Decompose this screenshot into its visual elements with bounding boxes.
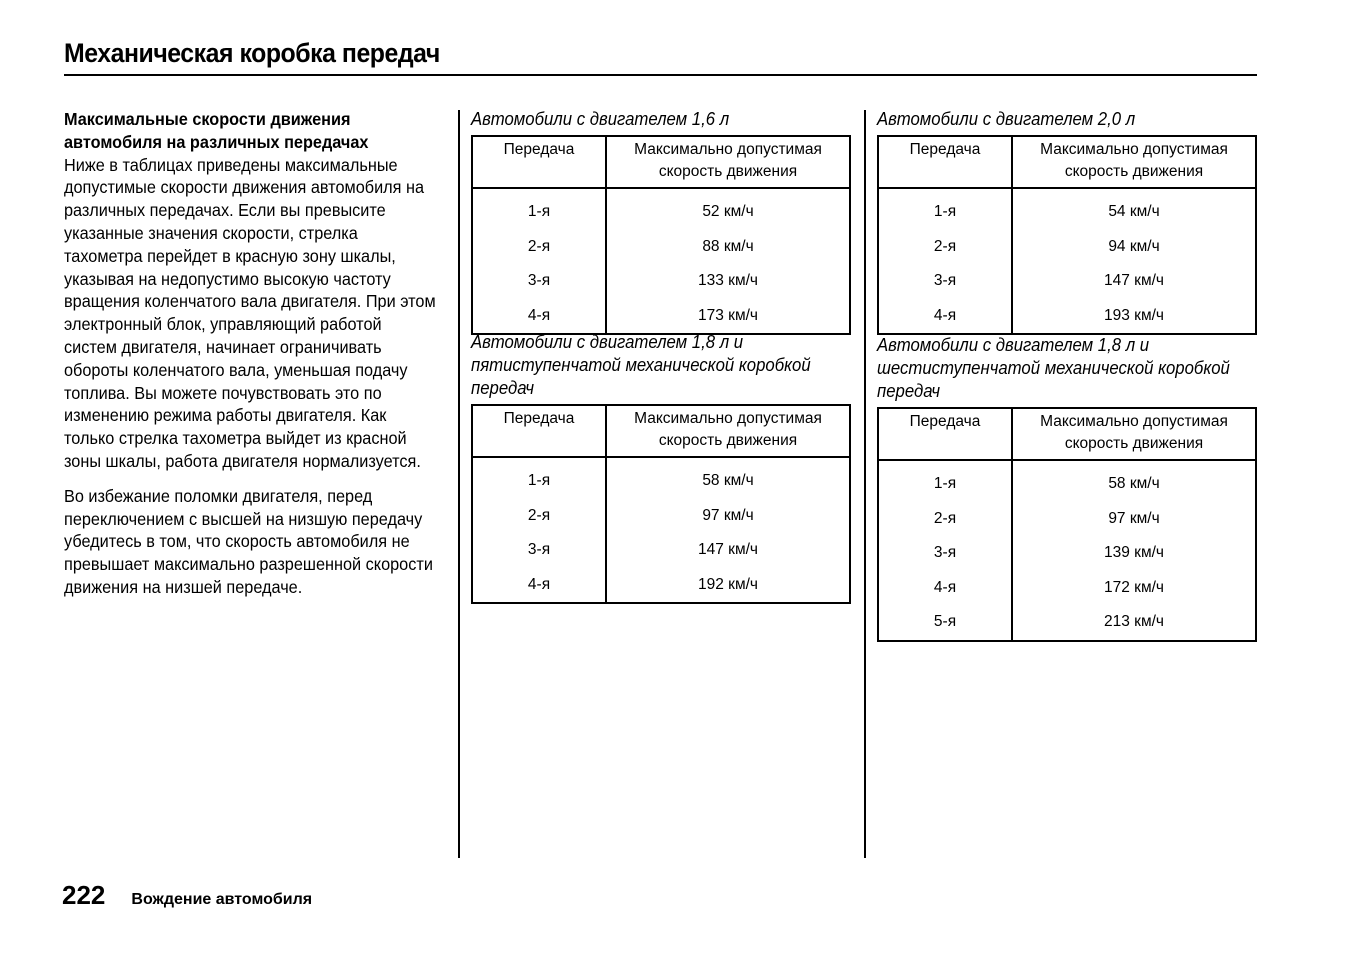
speed-cell: 52 км/ч — [702, 203, 754, 221]
speed-cell: 192 км/ч — [698, 575, 758, 593]
intro-heading — [64, 108, 436, 154]
table-header-row — [472, 405, 850, 457]
speed-table-2-0 — [877, 135, 1257, 335]
caption-engine-2-0-text: Автомобили с двигателем 2,0 л — [877, 109, 1136, 129]
intro-paragraph-1-text: Ниже в таблицах приведены максимальные допустимые скорости движения автомобиля на различных передачах. Если вы превысите указанные значения скорости, стрелка тахометра перейдет в красную зону шкалы, указывая на недопустимо высокую частоту вращения коленчатого вала двигателя. При этом электронный блок, управляющий работой систем двигателя, начинает ограничивать обороты коленчатого вала, уменьшая подачу топлива. Вы можете почувствовать это по изменению режима работы двигателя. Как только стрелка тахометра выйдет из красной зоны шкалы, работа двигателя нормализуется. — [64, 154, 436, 471]
table-header-row — [878, 136, 1256, 188]
header-speed — [606, 405, 850, 457]
gear-cell: 1-я — [472, 457, 606, 499]
intro-paragraph-1 — [64, 154, 436, 473]
table-row — [472, 499, 850, 534]
table-row — [878, 605, 1256, 641]
page-footer — [62, 880, 312, 911]
table-row — [472, 568, 850, 604]
gear-cell: 1-я — [472, 188, 606, 230]
caption-line2: пятиступенчатой механической коробкой — [471, 355, 811, 375]
section-engine-1-8-five-speed — [471, 331, 851, 604]
page-title: Механическая коробка передач — [64, 38, 440, 68]
table-row — [472, 188, 850, 230]
caption-engine-1-6 — [471, 108, 851, 131]
gear-cell: 5-я — [878, 605, 1012, 641]
speed-cell: 133 км/ч — [698, 272, 758, 290]
caption-line3: передач — [471, 378, 535, 398]
header-speed-line2: скорость движения — [658, 432, 798, 449]
gear-cell: 2-я — [878, 230, 1012, 265]
column-divider-2 — [864, 110, 866, 858]
header-gear: Передача — [472, 405, 606, 457]
header-speed-line1: Максимально допустимая — [1040, 413, 1228, 430]
speed-cell: 147 км/ч — [698, 541, 758, 559]
speed-cell: 54 км/ч — [1108, 203, 1160, 221]
caption-line1: Автомобили с двигателем 1,8 л и — [877, 335, 1150, 355]
gear-cell: 2-я — [878, 502, 1012, 537]
table-row — [472, 457, 850, 499]
caption-line1: Автомобили с двигателем 1,8 л и — [471, 332, 744, 352]
gear-cell: 2-я — [472, 499, 606, 534]
speed-table-1-8-five-speed — [471, 404, 851, 604]
intro-paragraph-2 — [64, 485, 436, 599]
speed-cell: 97 км/ч — [1108, 509, 1160, 527]
table-row — [878, 299, 1256, 335]
header-speed-line1: Максимально допустимая — [634, 141, 822, 158]
column-divider-1 — [458, 110, 460, 858]
gear-cell: 1-я — [878, 460, 1012, 502]
header-speed — [1012, 408, 1256, 460]
caption-line2: шестиступенчатой механической коробкой — [877, 358, 1230, 378]
speed-cell: 58 км/ч — [702, 472, 754, 490]
header-gear: Передача — [472, 136, 606, 188]
table-row — [472, 533, 850, 568]
speed-cell: 88 км/ч — [702, 237, 754, 255]
caption-line3: передач — [877, 381, 941, 401]
table-row — [878, 264, 1256, 299]
gear-cell: 2-я — [472, 230, 606, 265]
table-header-row — [472, 136, 850, 188]
gear-cell: 3-я — [472, 533, 606, 568]
table-row — [472, 264, 850, 299]
caption-engine-1-8-six-speed — [877, 334, 1257, 403]
header-gear: Передача — [878, 136, 1012, 188]
table-row — [878, 188, 1256, 230]
table-row — [472, 230, 850, 265]
table-row — [472, 299, 850, 335]
gear-cell: 4-я — [472, 568, 606, 604]
gear-cell: 4-я — [878, 571, 1012, 606]
table-row — [878, 230, 1256, 265]
caption-engine-2-0 — [877, 108, 1257, 131]
gear-cell: 3-я — [472, 264, 606, 299]
speed-cell: 173 км/ч — [698, 306, 758, 324]
intro-heading-line2: автомобиля на различных передачах — [64, 131, 369, 152]
gear-cell: 4-я — [878, 299, 1012, 335]
speed-cell: 58 км/ч — [1108, 475, 1160, 493]
caption-engine-1-8-five-speed — [471, 331, 851, 400]
table-row — [878, 571, 1256, 606]
table-row — [878, 502, 1256, 537]
header-speed — [1012, 136, 1256, 188]
table-row — [878, 460, 1256, 502]
intro-column — [64, 108, 436, 611]
speed-table-1-6 — [471, 135, 851, 335]
caption-engine-1-6-text: Автомобили с двигателем 1,6 л — [471, 109, 730, 129]
table-row — [878, 536, 1256, 571]
section-engine-1-6 — [471, 108, 851, 335]
section-engine-2-0 — [877, 108, 1257, 335]
chapter-title: Вождение автомобиля — [131, 891, 313, 908]
speed-cell: 213 км/ч — [1104, 613, 1164, 631]
gear-cell: 3-я — [878, 536, 1012, 571]
intro-paragraph-2-text: Во избежание поломки двигателя, перед переключением с высшей на низшую передачу убедитесь в том, что скорость автомобиля не превышает максимально разрешенной скорости движения на низшей передаче. — [64, 485, 433, 597]
header-speed-line1: Максимально допустимая — [634, 410, 822, 427]
section-engine-1-8-six-speed — [877, 334, 1257, 642]
speed-cell: 94 км/ч — [1108, 237, 1160, 255]
page-number: 222 — [62, 880, 106, 910]
header-speed-line1: Максимально допустимая — [1040, 141, 1228, 158]
header-speed-line2: скорость движения — [1064, 435, 1204, 452]
speed-cell: 193 км/ч — [1104, 306, 1164, 324]
table-header-row — [878, 408, 1256, 460]
gear-cell: 4-я — [472, 299, 606, 335]
speed-cell: 139 км/ч — [1104, 544, 1164, 562]
header-speed-line2: скорость движения — [658, 163, 798, 180]
speed-table-1-8-six-speed — [877, 407, 1257, 642]
header-speed — [606, 136, 850, 188]
speed-cell: 147 км/ч — [1104, 272, 1164, 290]
speed-cell: 172 км/ч — [1104, 578, 1164, 596]
gear-cell: 1-я — [878, 188, 1012, 230]
header-gear: Передача — [878, 408, 1012, 460]
gear-cell: 3-я — [878, 264, 1012, 299]
speed-cell: 97 км/ч — [702, 506, 754, 524]
title-divider — [64, 74, 1257, 76]
header-speed-line2: скорость движения — [1064, 163, 1204, 180]
intro-heading-line1: Максимальные скорости движения — [64, 109, 351, 129]
